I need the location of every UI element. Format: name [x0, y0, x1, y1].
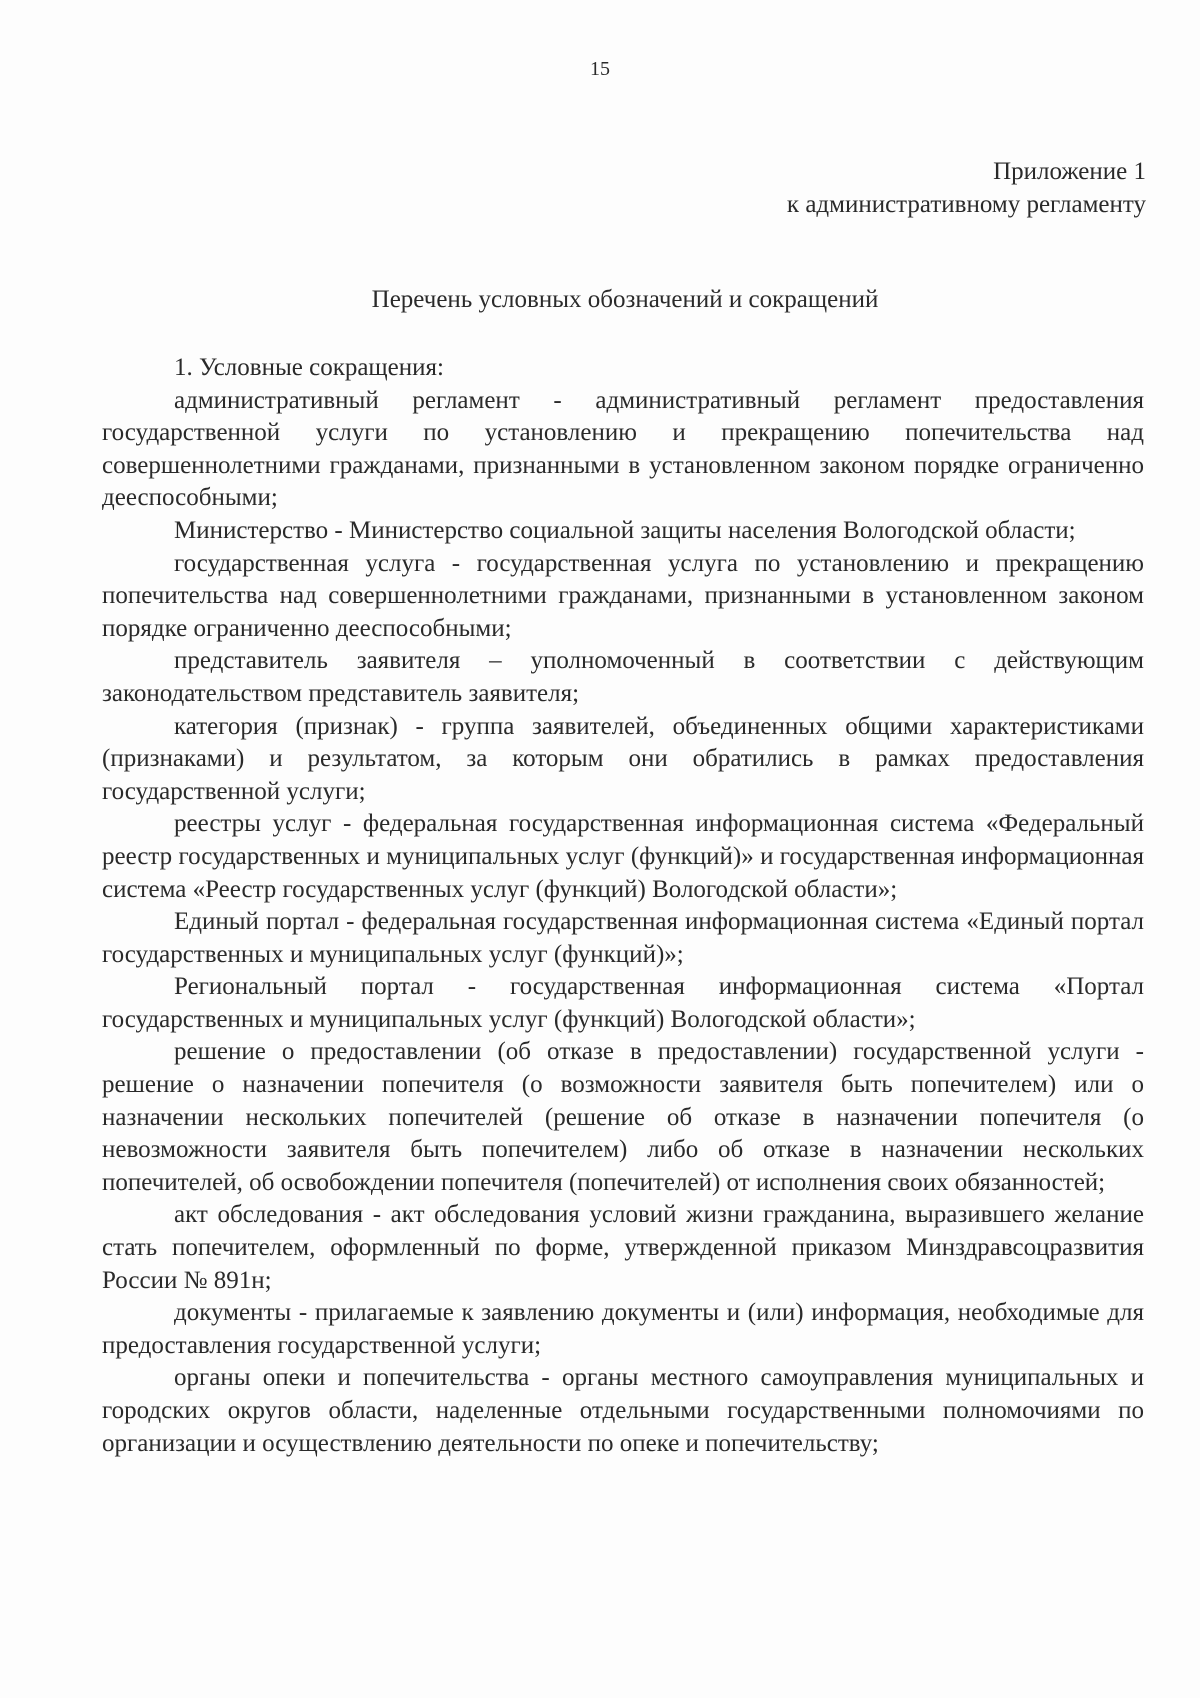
- appendix-line-1: Приложение 1: [993, 158, 1146, 185]
- definition-paragraph: категория (признак) - группа заявителей, объединенных общими характеристиками (признаками) и результатом, за которым они обратились в рамках предоставления государственной услуги;: [102, 712, 1144, 805]
- document-title: Перечень условных обозначений и сокращений: [371, 286, 879, 313]
- definition-paragraph: государственная услуга - государственная услуга по установлению и прекращению попечительства над совершеннолетними гражданами, признанными в установленном законом порядке ограниченно дееспособными;: [102, 549, 1144, 642]
- definition-paragraph: акт обследования - акт обследования условий жизни гражданина, выразившего желание стать попечителем, оформленный по форме, утвержденной приказом Минздравсоцразвития России № 891н;: [102, 1201, 1144, 1294]
- section-heading: 1. Условные сокращения:: [174, 354, 444, 381]
- definition-paragraph: представитель заявителя – уполномоченный в соответствии с действующим законодательством представитель заявителя;: [102, 647, 1144, 707]
- definition-paragraph: административный регламент - административный регламент предоставления государственной услуги по установлению и прекращению попечительства над совершеннолетними гражданами, признанными в установленном законом порядке ограниченно дееспособными;: [102, 386, 1144, 512]
- appendix-header: [787, 155, 1146, 221]
- page-number: 15: [590, 58, 610, 80]
- definition-paragraph: реестры услуг - федеральная государственная информационная система «Федеральный реестр государственных и муниципальных услуг (функций)» и государственная информационная система «Реестр государственных услуг (функций) Вологодской области»;: [102, 810, 1144, 903]
- definition-paragraph: решение о предоставлении (об отказе в предоставлении) государственной услуги - решение о назначении попечителя (о возможности заявителя быть попечителем) или о назначении нескольких попечителей (решение об отказе в назначении попечителя (о невозможности заявителя быть попечителем) либо об отказе в назначении нескольких попечителей, об освобождении попечителя (попечителей) от исполнения своих обязанностей;: [102, 1038, 1144, 1196]
- document-body: [102, 352, 1144, 1460]
- definition-paragraph: Единый портал - федеральная государственная информационная система «Единый портал государственных и муниципальных услуг (функций)»;: [102, 908, 1144, 968]
- definition-paragraph: документы - прилагаемые к заявлению документы и (или) информация, необходимые для предоставления государственной услуги;: [102, 1299, 1144, 1359]
- definition-paragraph: Министерство - Министерство социальной защиты населения Вологодской области;: [174, 516, 1076, 544]
- appendix-line-2: к административному регламенту: [786, 191, 1146, 218]
- definition-paragraph: Региональный портал - государственная информационная система «Портал государственных и муниципальных услуг (функций) Вологодской области»;: [102, 973, 1144, 1033]
- definition-paragraph: органы опеки и попечительства - органы местного самоуправления муниципальных и городских округов области, наделенные отдельными государственными полномочиями по организации и осуществлению деятельности по опеке и попечительству;: [102, 1364, 1144, 1457]
